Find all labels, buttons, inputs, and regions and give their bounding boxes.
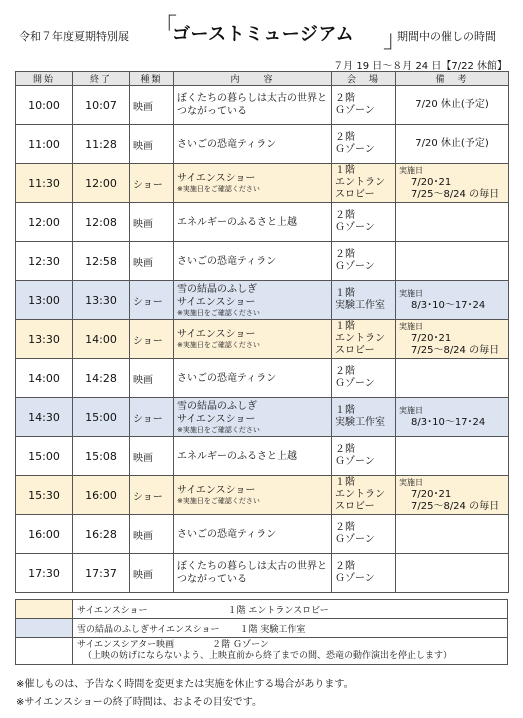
content-line: つながっている	[177, 106, 247, 117]
event-content	[174, 359, 332, 398]
header-note: 備 考	[396, 72, 509, 86]
content-line: エネルギーのふるさと上越	[177, 216, 297, 228]
start-time: 14:30	[16, 398, 73, 437]
content-line: サイエンスショー	[177, 173, 256, 184]
start-time: 17:30	[16, 554, 73, 593]
note-line: 8/3･10～17･24	[411, 417, 486, 428]
header-end: 終了	[73, 72, 130, 86]
end-time: 11:28	[73, 125, 130, 164]
event-place	[332, 554, 396, 593]
event-note	[396, 359, 509, 398]
table-row	[16, 398, 509, 437]
event-place	[332, 320, 396, 359]
legend-name: サイエンスシアター映画	[77, 640, 175, 650]
start-time: 15:00	[16, 437, 73, 476]
place-line: 実験工作室	[335, 300, 385, 311]
end-time: 14:28	[73, 359, 130, 398]
legend-table	[15, 599, 508, 665]
content-note: ※実施日をご確認ください	[177, 497, 260, 505]
event-note	[396, 86, 509, 125]
legend-line	[77, 640, 503, 651]
end-time: 12:58	[73, 242, 130, 281]
place-line: Ｇゾーン	[335, 222, 375, 233]
event-note	[396, 476, 509, 515]
content-line: 雪の結晶のふしぎ	[177, 400, 257, 412]
footnote: ※催しものは、予告なく時間を変更または実施を休止する場合があります。	[16, 679, 354, 690]
start-time: 13:00	[16, 281, 73, 320]
event-content	[174, 476, 332, 515]
event-note	[396, 320, 509, 359]
event-content	[174, 554, 332, 593]
content-line: ぼくたちの暮らしは太古の世界と	[177, 93, 327, 104]
legend-text	[73, 638, 508, 665]
start-time: 15:30	[16, 476, 73, 515]
note-head: 実施日	[399, 166, 423, 175]
event-kind: 映画	[130, 359, 174, 398]
end-time: 17:37	[73, 554, 130, 593]
content-line: エネルギーのふるさと上越	[177, 450, 297, 462]
event-place	[332, 242, 396, 281]
place-line: Ｇゾーン	[335, 105, 375, 116]
content-note: ※実施日をご確認ください	[177, 425, 260, 434]
note-line: 7/20 休止(予定)	[415, 138, 489, 149]
content-note: ※実施日をご確認ください	[177, 341, 260, 349]
event-kind: 映画	[130, 203, 174, 242]
event-content	[174, 203, 332, 242]
legend-row	[16, 619, 508, 638]
content-line: サイエンスショー	[177, 485, 256, 496]
table-header-row	[16, 72, 509, 86]
note-head: 実施日	[399, 322, 423, 331]
note-line: 7/20･21	[411, 177, 452, 188]
note-head: 実施日	[399, 289, 423, 298]
schedule-table	[15, 71, 509, 593]
content-line: サイエンスショー	[177, 296, 256, 308]
content-line: さいごの恐竜ティラン	[177, 372, 277, 384]
event-content	[174, 86, 332, 125]
table-row	[16, 359, 509, 398]
legend-text	[73, 600, 508, 619]
event-content	[174, 515, 332, 554]
place-line: Ｇゾーン	[335, 144, 375, 155]
content-note: ※実施日をご確認ください	[177, 185, 260, 193]
content-line: 雪の結晶のふしぎ	[177, 283, 257, 295]
event-place	[332, 86, 396, 125]
table-row	[16, 125, 509, 164]
table-row	[16, 281, 509, 320]
end-time: 15:00	[73, 398, 130, 437]
note-line: 7/20･21	[411, 489, 452, 500]
end-time: 10:07	[73, 86, 130, 125]
event-kind: ショー	[130, 281, 174, 320]
event-kind: ショー	[130, 476, 174, 515]
table-row	[16, 554, 509, 593]
place-line: １階	[335, 165, 355, 176]
table-row	[16, 86, 509, 125]
content-line: ぼくたちの暮らしは太古の世界と	[177, 561, 327, 572]
event-kind: 映画	[130, 437, 174, 476]
event-note	[396, 125, 509, 164]
event-note	[396, 437, 509, 476]
event-content	[174, 242, 332, 281]
event-kind: 映画	[130, 554, 174, 593]
header-start: 開始	[16, 72, 73, 86]
place-line: １階	[335, 405, 355, 416]
note-head: 実施日	[399, 406, 423, 415]
content-line: サイエンスショー	[177, 413, 256, 425]
note-head: 実施日	[399, 478, 423, 487]
event-place	[332, 515, 396, 554]
place-line: ２階	[335, 210, 355, 221]
start-time: 12:00	[16, 203, 73, 242]
content-line: つながっている	[177, 574, 247, 585]
legend-swatch	[16, 619, 73, 638]
end-time: 16:00	[73, 476, 130, 515]
event-place	[332, 203, 396, 242]
legend-name: 雪の結晶のふしぎサイエンスショー	[77, 624, 220, 635]
legend-swatch	[16, 638, 73, 665]
start-time: 16:00	[16, 515, 73, 554]
place-line: ２階	[335, 366, 355, 377]
start-time: 13:30	[16, 320, 73, 359]
note-line: 8/3･10～17･24	[411, 300, 486, 311]
place-line: Ｇゾーン	[335, 573, 375, 584]
place-line: １階	[335, 288, 355, 299]
event-content	[174, 125, 332, 164]
event-content	[174, 398, 332, 437]
note-line: 7/20 休止(予定)	[415, 99, 489, 110]
content-line: さいごの恐竜ティラン	[177, 255, 277, 267]
event-kind: 映画	[130, 242, 174, 281]
header-kind: 種類	[130, 72, 174, 86]
end-time: 14:00	[73, 320, 130, 359]
event-kind: 映画	[130, 86, 174, 125]
event-note	[396, 554, 509, 593]
place-line: エントラン	[335, 333, 385, 344]
content-line: さいごの恐竜ティラン	[177, 528, 277, 540]
event-note	[396, 398, 509, 437]
legend-name: サイエンスショー	[77, 605, 148, 616]
content-line: サイエンスショー	[177, 329, 256, 340]
schedule-body	[16, 86, 509, 593]
event-note	[396, 281, 509, 320]
event-place	[332, 164, 396, 203]
table-row	[16, 437, 509, 476]
table-row	[16, 476, 509, 515]
event-kind: 映画	[130, 515, 174, 554]
table-row	[16, 242, 509, 281]
table-row	[16, 320, 509, 359]
table-row	[16, 164, 509, 203]
note-line: 7/25～8/24 の毎日	[411, 345, 500, 356]
place-line: ２階	[335, 249, 355, 260]
header-content: 内 容	[174, 72, 332, 86]
table-row	[16, 515, 509, 554]
place-line: スロビー	[335, 501, 375, 512]
event-content	[174, 164, 332, 203]
place-line: Ｇゾーン	[335, 261, 375, 272]
title-prefix: 令和７年度夏期特別展	[19, 30, 129, 43]
event-place	[332, 125, 396, 164]
place-line: ２階	[335, 93, 355, 104]
legend-place: ２階 Ｇゾーン	[212, 640, 269, 650]
title-close-quote: 」	[383, 25, 407, 53]
title-open-quote: 「	[153, 13, 177, 41]
event-note	[396, 203, 509, 242]
table-row	[16, 203, 509, 242]
place-line: １階	[335, 321, 355, 332]
place-line: ２階	[335, 444, 355, 455]
legend-body	[16, 600, 508, 665]
event-kind: ショー	[130, 398, 174, 437]
content-line: さいごの恐竜ティラン	[177, 138, 277, 150]
event-note	[396, 164, 509, 203]
legend-sub: （上映の妨げにならないよう、上映直前から終了までの間、恐竜の動作演出を停止します）	[83, 651, 453, 661]
content-note: ※実施日をご確認ください	[177, 308, 260, 317]
event-place	[332, 398, 396, 437]
place-line: エントラン	[335, 489, 385, 500]
event-note	[396, 242, 509, 281]
note-line: 7/20･21	[411, 333, 452, 344]
legend-row	[16, 638, 508, 665]
event-place	[332, 476, 396, 515]
start-time: 11:30	[16, 164, 73, 203]
note-line: 7/25～8/24 の毎日	[411, 501, 500, 512]
place-line: Ｇゾーン	[335, 456, 375, 467]
event-kind: ショー	[130, 164, 174, 203]
exhibition-period: ７月 19 日～８月 24 日【7/22 休館】	[333, 61, 507, 72]
start-time: 14:00	[16, 359, 73, 398]
end-time: 12:08	[73, 203, 130, 242]
title-suffix: 期間中の催しの時間	[397, 30, 496, 43]
legend-place: １階 エントランスロビー	[227, 605, 329, 616]
place-line: スロビー	[335, 345, 375, 356]
event-content	[174, 437, 332, 476]
place-line: ２階	[335, 522, 355, 533]
event-place	[332, 437, 396, 476]
title-row	[0, 13, 523, 53]
event-place	[332, 359, 396, 398]
end-time: 12:00	[73, 164, 130, 203]
event-kind: ショー	[130, 320, 174, 359]
event-note	[396, 515, 509, 554]
place-line: Ｇゾーン	[335, 378, 375, 389]
header-place: 会 場	[332, 72, 396, 86]
footnote: ※サイエンスショーの終了時間は、およその目安です。	[16, 697, 262, 708]
end-time: 15:08	[73, 437, 130, 476]
event-kind: 映画	[130, 125, 174, 164]
legend-text	[73, 619, 508, 638]
end-time: 16:28	[73, 515, 130, 554]
start-time: 11:00	[16, 125, 73, 164]
legend-row	[16, 600, 508, 619]
place-line: エントラン	[335, 177, 385, 188]
end-time: 13:30	[73, 281, 130, 320]
note-line: 7/25～8/24 の毎日	[411, 189, 500, 200]
legend-swatch	[16, 600, 73, 619]
start-time: 10:00	[16, 86, 73, 125]
event-place	[332, 281, 396, 320]
place-line: Ｇゾーン	[335, 534, 375, 545]
place-line: １階	[335, 477, 355, 488]
place-line: ２階	[335, 561, 355, 572]
place-line: 実験工作室	[335, 417, 385, 428]
title-main: ゴーストミュージアム	[172, 24, 355, 45]
event-content	[174, 281, 332, 320]
place-line: ２階	[335, 132, 355, 143]
event-content	[174, 320, 332, 359]
start-time: 12:30	[16, 242, 73, 281]
place-line: スロビー	[335, 189, 375, 200]
legend-place: １階 実験工作室	[239, 624, 306, 635]
